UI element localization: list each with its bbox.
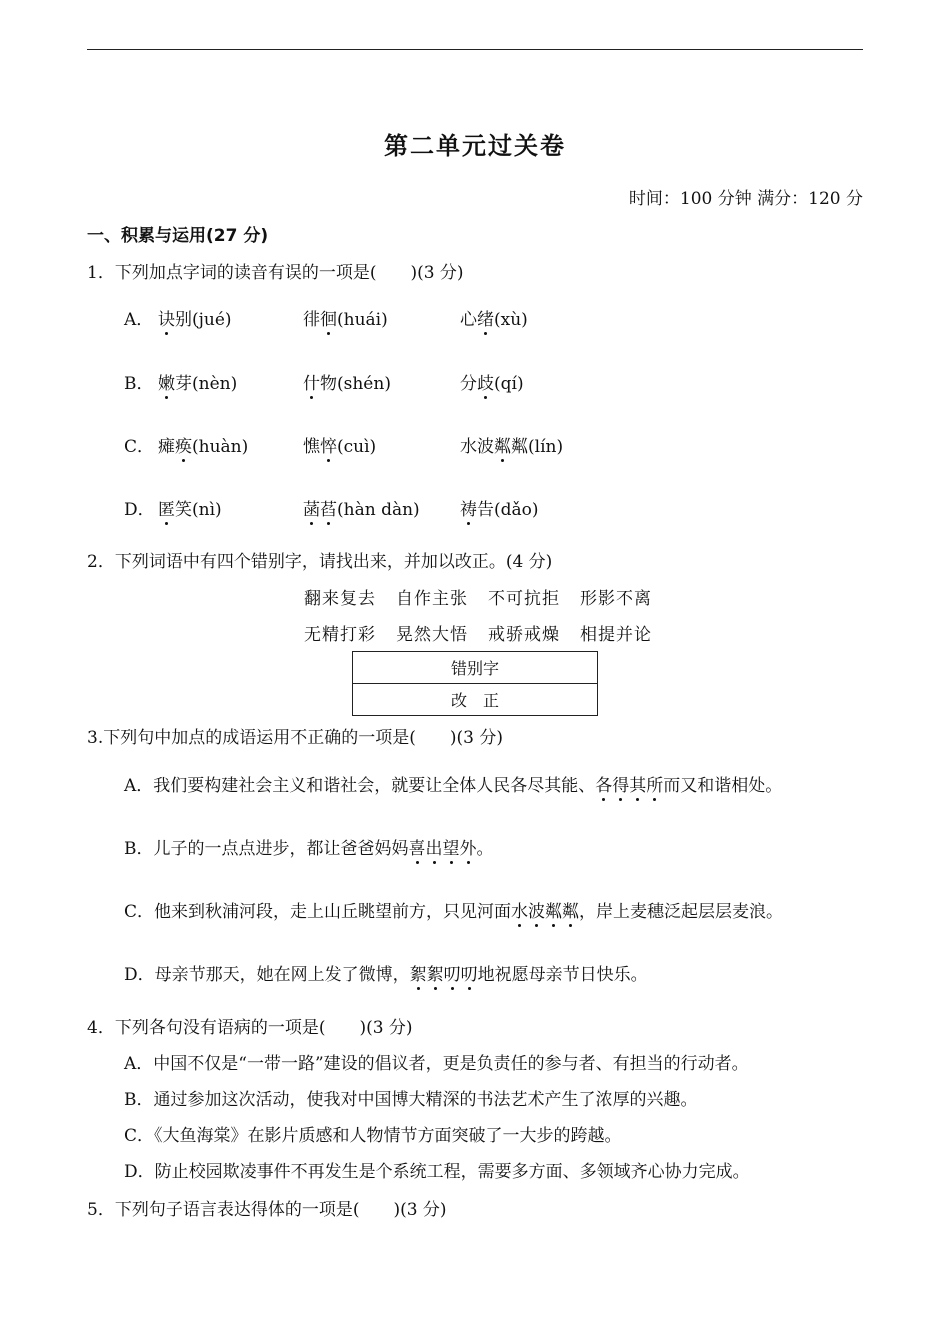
exam-meta: 时间：100 分钟 满分：120 分	[628, 189, 863, 209]
option-c[interactable]: C．《大鱼海棠》在影片质感和人物情节方面突破了一大步的跨越。	[124, 1126, 622, 1146]
option-b[interactable]: B．通过参加这次活动，使我对中国博大精深的书法艺术产生了浓厚的兴趣。	[124, 1090, 698, 1110]
option-letter: A．	[124, 310, 154, 330]
pinyin-item[interactable]: 憔悴(cuì)	[303, 432, 376, 457]
word: 无精打彩	[304, 625, 376, 645]
dotted-char: 得	[612, 771, 629, 796]
option-a[interactable]: A．我们要构建社会主义和谐社会，就要让全体人民各尽其能、各得其所而又和谐相处。	[124, 771, 782, 796]
dotted-char: 悴	[320, 432, 337, 457]
word: 不可抗拒	[488, 589, 560, 609]
dotted-char: 歧	[477, 369, 494, 394]
option-d[interactable]: D．母亲节那天，她在网上发了微博，絮絮叨叨地祝愿母亲节日快乐。	[124, 960, 648, 985]
question-1-stem: 1．下列加点字词的读音有误的一项是( )(3 分)	[87, 263, 464, 283]
pinyin-item[interactable]: 祷告(dǎo)	[460, 495, 539, 520]
option-b[interactable]: B．儿子的一点点进步，都让爸爸妈妈喜出望外。	[124, 834, 494, 859]
dotted-char: 嫩	[158, 369, 175, 394]
dotted-char: 各	[595, 771, 612, 796]
dotted-char: 匿	[158, 495, 175, 520]
top-rule	[87, 49, 863, 50]
option-c[interactable]: C．他来到秋浦河段，走上山丘眺望前方，只见河面水波粼粼，岸上麦穗泛起层层麦浪。	[124, 897, 783, 922]
pinyin-item[interactable]: 徘徊(huái)	[303, 305, 388, 330]
dotted-char: 绪	[477, 305, 494, 330]
word-list-line-1	[304, 584, 672, 609]
question-2-stem: 2．下列词语中有四个错别字，请找出来，并加以改正。(4 分)	[87, 552, 553, 572]
dotted-char: 外	[460, 834, 477, 859]
pinyin-item[interactable]: 心绪(xù)	[460, 305, 528, 330]
word: 戒骄戒燥	[488, 625, 560, 645]
dotted-char: 痪	[175, 432, 192, 457]
pinyin-item[interactable]: 分歧(qí)	[460, 369, 524, 394]
dotted-char: 菡	[303, 495, 320, 520]
pinyin-item[interactable]: 什物(shén)	[303, 369, 391, 394]
word: 自作主张	[396, 589, 468, 609]
page-title: 第二单元过关卷	[384, 131, 566, 160]
correction-table	[352, 651, 598, 716]
dotted-char: 其	[629, 771, 646, 796]
dotted-char: 波	[528, 897, 545, 922]
pinyin-item[interactable]: 水波粼粼(lín)	[460, 432, 563, 457]
pinyin-item[interactable]: 匿笑(nì)	[158, 495, 222, 520]
section-heading: 一、积累与运用(27 分)	[87, 226, 269, 246]
option-a[interactable]: A．中国不仅是“一带一路”建设的倡议者，更是负责任的参与者、有担当的行动者。	[124, 1054, 749, 1074]
dotted-char: 萏	[320, 495, 337, 520]
dotted-char: 叨	[444, 960, 461, 985]
word-list-line-2	[304, 620, 672, 645]
dotted-char: 粼	[562, 897, 579, 922]
dotted-char: 什	[303, 369, 320, 394]
word: 相提并论	[580, 625, 652, 645]
table-cell-correction[interactable]: 改 正	[353, 684, 598, 716]
dotted-char: 絮	[427, 960, 444, 985]
dotted-char: 粼	[545, 897, 562, 922]
question-4-stem: 4．下列各句没有语病的一项是( )(3 分)	[87, 1018, 413, 1038]
word: 晃然大悟	[396, 625, 468, 645]
question-3-stem: 3.下列句中加点的成语运用不正确的一项是( )(3 分)	[87, 728, 503, 748]
word: 形影不离	[580, 589, 652, 609]
pinyin-item[interactable]: 瘫痪(huàn)	[158, 432, 248, 457]
dotted-char: 叨	[461, 960, 478, 985]
word: 翻来复去	[304, 589, 376, 609]
dotted-char: 所	[646, 771, 663, 796]
dotted-char: 喜	[409, 834, 426, 859]
dotted-char: 祷	[460, 495, 477, 520]
question-5-stem: 5．下列句子语言表达得体的一项是( )(3 分)	[87, 1200, 447, 1220]
option-letter: B．	[124, 374, 154, 394]
option-letter: C．	[124, 437, 155, 457]
dotted-char: 诀	[158, 305, 175, 330]
option-letter: D．	[124, 500, 155, 520]
option-d[interactable]: D．防止校园欺凌事件不再发生是个系统工程，需要多方面、多领域齐心协力完成。	[124, 1162, 750, 1182]
dotted-char: 徊	[320, 305, 337, 330]
table-cell-typo[interactable]: 错别字	[353, 652, 598, 684]
dotted-char: 粼	[494, 432, 511, 457]
dotted-char: 水	[511, 897, 528, 922]
dotted-char: 出	[426, 834, 443, 859]
dotted-char: 望	[443, 834, 460, 859]
pinyin-item[interactable]: 诀别(jué)	[158, 305, 232, 330]
pinyin-item[interactable]: 嫩芽(nèn)	[158, 369, 237, 394]
pinyin-item[interactable]: 菡萏(hàn dàn)	[303, 495, 420, 520]
dotted-char: 絮	[410, 960, 427, 985]
